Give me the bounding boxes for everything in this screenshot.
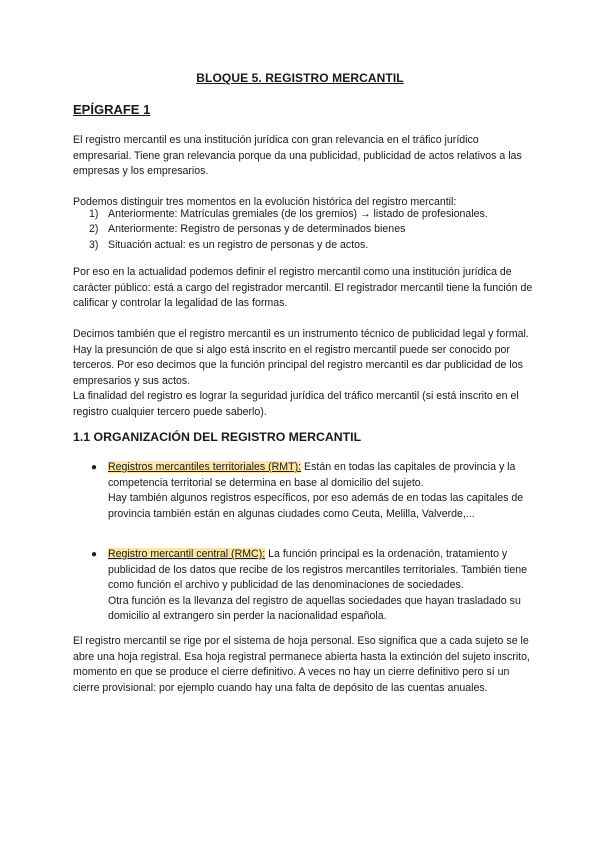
bullet-item-rmt — [91, 460, 533, 522]
moments-list — [73, 207, 533, 253]
paragraph-intro — [73, 133, 533, 180]
section-heading: 1.1 ORGANIZACIÓN DEL REGISTRO MERCANTIL — [73, 430, 362, 444]
highlighted-term: Registro mercantil central (RMC): — [108, 548, 266, 560]
list-number: 2) — [89, 223, 99, 236]
list-item-text: Anteriormente: Registro de personas y de determinados bienes — [108, 223, 406, 236]
paragraph-text: La finalidad del registro es lograr la seguridad jurídica del tráfico mercantil (si está inscrito en el registro cualquier tercero puede saberlo). — [73, 390, 519, 418]
paragraph-definition — [73, 265, 533, 312]
paragraph-publicity — [73, 327, 533, 421]
list-item-text: Anteriormente: Matrículas gremiales (de los gremios) → listado de profesionales. — [108, 208, 488, 220]
paragraph-text: Por eso en la actualidad podemos definir el registro mercantil como una institución jurídica de carácter público: está a cargo del registrador mercantil. El registrador mercantil tiene la función de calificar y controlar la legalidad de las formas. — [73, 266, 533, 310]
paragraph-text: El registro mercantil se rige por el sistema de hoja personal. Eso significa que a cada sujeto se le abre una hoja registral. Esa hoja registral permanece abierta hasta la extinción del sujeto inscrito, momento en que se produce el cierre definitivo. A veces no hay un cierre definitivo pero sí un cierre provisional: por ejemplo cuando hay una falta de depósito de las cuentas anuales. — [73, 635, 530, 694]
bullet-text-continued: Otra función es la llevanza del registro de aquellas sociedades que hayan trasladado su domicilio al extrangero sin perder la nacionalidad española. — [108, 594, 521, 623]
paragraph-hoja-personal — [73, 634, 533, 696]
list-item — [73, 222, 533, 237]
list-item — [73, 207, 533, 222]
bullet-item-rmc — [91, 547, 533, 625]
document-title: BLOQUE 5. REGISTRO MERCANTIL — [196, 71, 404, 85]
bullet-body: La función principal es la ordenación, tratamiento y publicidad de los datos que recibe de los registros mercantiles territoriales. También tiene como función el archivo y publicidad de las denominaciones de sociedades. — [108, 548, 528, 592]
bullet-text-continued: Hay también algunos registros específicos, por eso además de en todas las capitales de provincia también están en algunas ciudades como Ceuta, Melilla, Valverde,... — [108, 492, 524, 520]
list-item-text: Situación actual: es un registro de personas y de actos. — [108, 238, 369, 251]
bullet-text — [108, 547, 533, 594]
bullet-dot-icon: ● — [91, 549, 98, 560]
list-number: 3) — [89, 238, 99, 251]
highlighted-term: Registros mercantiles territoriales (RMT): — [108, 461, 302, 473]
paragraph-text: Decimos también que el registro mercantil es un instrumento técnico de publicidad legal y formal. Hay la presunción de que si algo está inscrito en el registro mercantil puede ser conocido por terceros. Por eso decimos que la función principal del registro mercantil es dar publicidad de los empresarios y sus actos. — [73, 328, 529, 387]
list-number: 1) — [89, 208, 99, 220]
bullet-text — [108, 460, 533, 491]
paragraph-text: Podemos distinguir tres momentos en la evolución histórica del registro mercantil: — [73, 196, 457, 208]
bullet-dot-icon: ● — [91, 462, 98, 473]
bullet-body: Están en todas las capitales de provincia y la competencia territorial se determina en base al domicilio del sujeto. — [108, 461, 516, 489]
paragraph-text: El registro mercantil es una institución jurídica con gran relevancia en el tráfico jurídico empresarial. Tiene gran relevancia porque da una publicidad, publicidad de actos relativos a las empresas y los empresarios. — [73, 134, 522, 178]
epigrafe-heading: EPÍGRAFE 1 — [73, 102, 151, 117]
list-item — [73, 238, 533, 253]
